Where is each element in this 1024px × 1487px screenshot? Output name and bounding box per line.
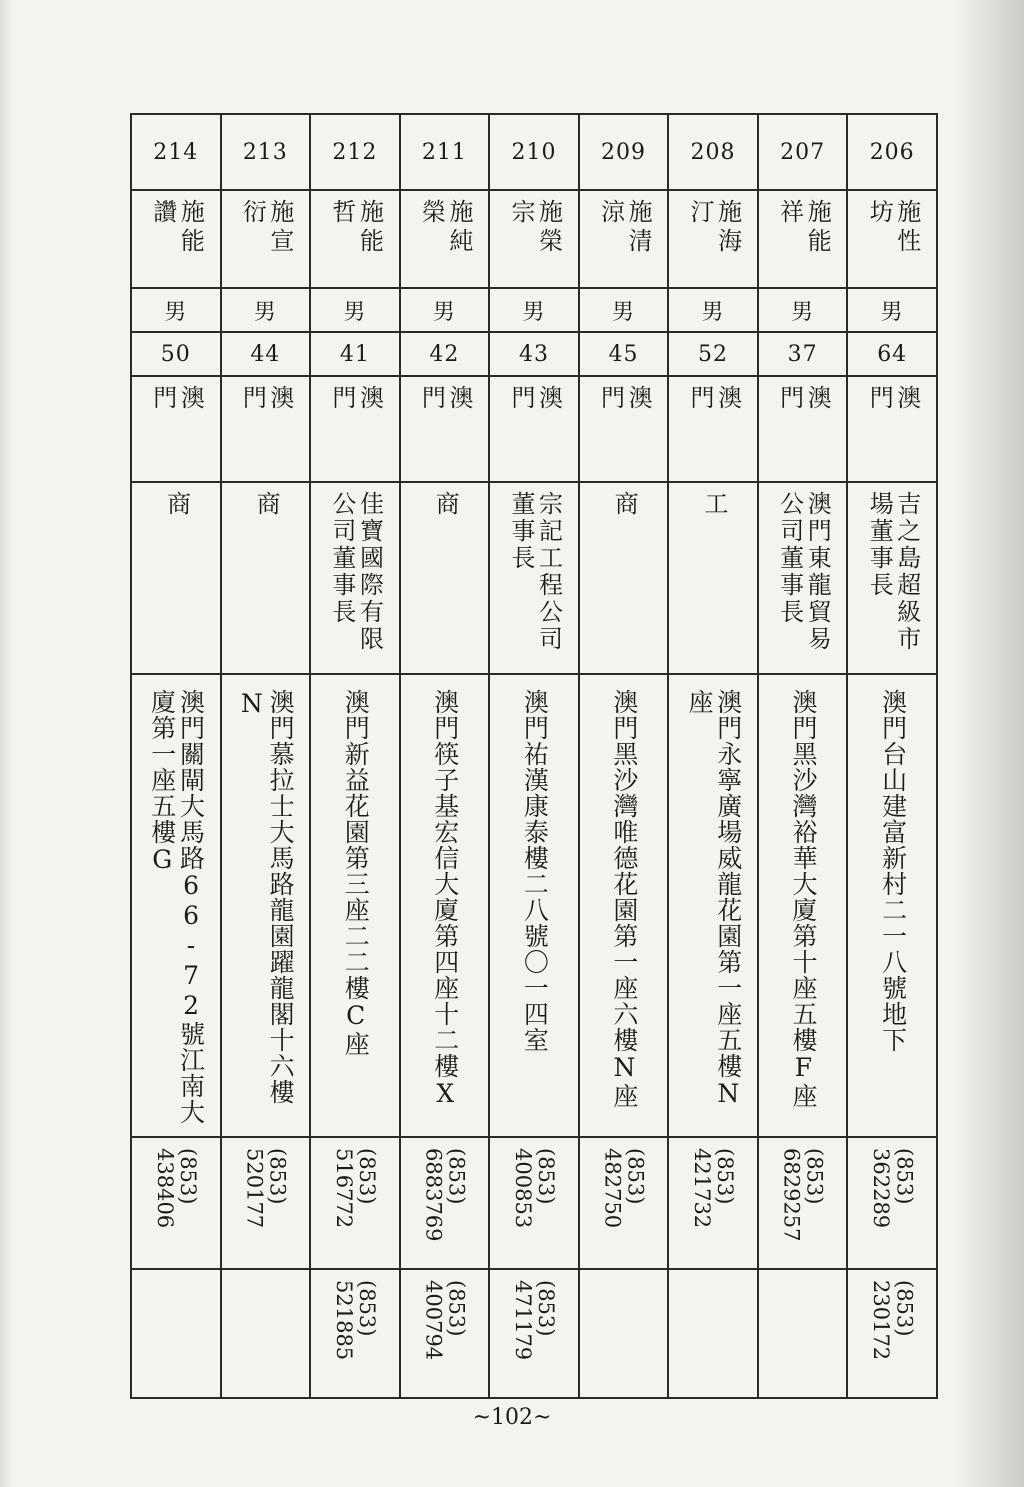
page-edge-shadow	[0, 0, 14, 1487]
member-roster-table	[130, 113, 938, 1399]
row-telephone-1	[131, 1137, 937, 1269]
member-name: 施能哲	[327, 199, 384, 257]
row-sex	[131, 288, 937, 332]
member-telephone: (853) 520177	[242, 1148, 290, 1229]
member-place: 澳門	[596, 385, 653, 447]
member-address: 澳門新益花園第三座二二樓C座	[341, 689, 371, 1057]
member-occupation: 商	[610, 491, 639, 518]
member-sex: 男	[612, 299, 636, 325]
member-telephone: (853) 400853	[510, 1148, 559, 1229]
member-name: 施能讚	[148, 199, 205, 257]
member-name: 施性坊	[865, 199, 921, 257]
member-age: 43	[518, 341, 549, 367]
member-id: 213	[242, 139, 288, 165]
member-id: 212	[332, 139, 378, 165]
member-age: 50	[160, 341, 191, 367]
row-address	[131, 674, 937, 1137]
page-binding-shadow	[954, 0, 1024, 1487]
member-name: 施榮宗	[506, 199, 563, 257]
member-address: 澳門永寧廣場威龍花園第一座五樓N座	[685, 689, 743, 1109]
member-place: 澳門	[865, 385, 921, 447]
member-name: 施宣衍	[238, 199, 294, 257]
page-number: ~102~	[472, 1405, 552, 1430]
member-sex: 男	[522, 299, 546, 325]
member-age: 37	[787, 341, 818, 367]
member-telephone: (853) 482750	[600, 1148, 648, 1229]
member-address: 澳門台山建富新村二一八號地下	[878, 689, 908, 1053]
member-id: 207	[780, 139, 826, 165]
row-name	[131, 190, 937, 288]
member-id: 209	[601, 139, 646, 165]
member-sex: 男	[432, 299, 456, 325]
member-name: 施能祥	[775, 199, 832, 257]
member-address: 澳門黑沙灣裕華大廈第十座五樓F座	[788, 689, 818, 1109]
member-age: 45	[608, 341, 639, 367]
member-id: 206	[869, 139, 915, 165]
member-address: 澳門黑沙灣唯德花園第一座六樓N座	[609, 689, 639, 1109]
member-sex: 男	[164, 299, 188, 325]
member-id: 210	[511, 139, 557, 165]
member-place: 澳門	[775, 385, 832, 447]
row-place	[131, 376, 937, 482]
member-telephone: (853) 6883769	[421, 1148, 469, 1242]
member-telephone-2: (853) 230172	[869, 1280, 917, 1361]
member-address: 澳門祐漢康泰樓二八號〇一四室	[520, 689, 550, 1053]
member-occupation: 佳寶國際有限公司董事長	[327, 491, 384, 653]
member-sex: 男	[701, 299, 725, 325]
member-telephone-2: (853) 471179	[510, 1280, 559, 1361]
member-id: 214	[153, 139, 199, 165]
member-sex: 男	[253, 299, 277, 325]
member-occupation: 商	[431, 491, 460, 518]
member-telephone: (853) 438406	[152, 1148, 200, 1229]
member-id: 211	[421, 139, 467, 165]
member-place: 澳門	[417, 385, 473, 447]
member-sex: 男	[880, 299, 904, 325]
member-place: 澳門	[686, 385, 742, 447]
member-age: 52	[698, 341, 729, 367]
row-age	[131, 332, 937, 376]
member-age: 41	[339, 341, 370, 367]
member-telephone-2: (853) 400794	[421, 1280, 469, 1361]
member-address: 澳門慕拉士大馬路龍園躍龍閣十六樓N	[237, 689, 296, 1105]
member-name: 施清涼	[596, 199, 653, 257]
member-telephone: (853) 421732	[690, 1148, 738, 1229]
member-occupation: 商	[252, 491, 281, 518]
member-sex: 男	[791, 299, 815, 325]
row-telephone-2	[131, 1269, 937, 1398]
member-id: 208	[690, 139, 736, 165]
member-age: 44	[250, 341, 281, 367]
member-occupation: 工	[699, 491, 728, 518]
member-name: 施純榮	[417, 199, 473, 257]
row-id	[131, 114, 937, 190]
member-occupation: 宗記工程公司董事長	[506, 491, 563, 653]
member-age: 42	[429, 341, 460, 367]
member-telephone: (853) 362289	[869, 1148, 917, 1229]
member-place: 澳門	[506, 385, 563, 447]
member-place: 澳門	[327, 385, 384, 447]
member-telephone: (853) 516772	[331, 1148, 379, 1229]
member-occupation: 商	[162, 491, 191, 518]
member-telephone-2: (853) 521885	[331, 1280, 379, 1361]
member-place: 澳門	[148, 385, 205, 447]
member-name: 施海汀	[686, 199, 742, 257]
member-occupation: 澳門東龍貿易公司董事長	[775, 491, 832, 653]
row-occupation	[131, 482, 937, 674]
member-sex: 男	[343, 299, 367, 325]
member-address: 澳門筷子基宏信大廈第四座十二樓X	[430, 689, 460, 1109]
member-address: 澳門關閘大馬路66-72號江南大廈第一座五樓G	[147, 689, 206, 1125]
member-occupation: 吉之島超級市場董事長	[865, 491, 921, 653]
member-age: 64	[877, 341, 908, 367]
member-telephone: (853) 6829257	[779, 1148, 827, 1242]
member-place: 澳門	[238, 385, 294, 447]
